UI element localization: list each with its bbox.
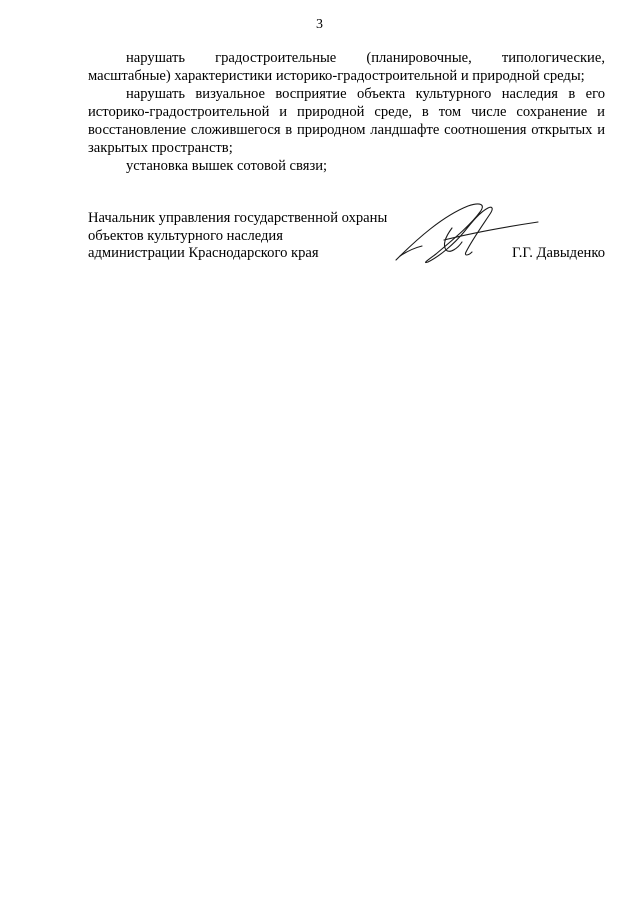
signature-block bbox=[88, 210, 605, 270]
signatory-title-line-1: Начальник управления государственной охраны bbox=[88, 210, 388, 226]
signatory-title-line-3: администрации Краснодарского края bbox=[88, 245, 319, 261]
signatory-title-line-2: объектов культурного наследия bbox=[88, 227, 283, 244]
document-body bbox=[88, 49, 605, 175]
paragraph-2: нарушать визуальное восприятие объекта культурного наследия в его историко-градостроительной и природной среде, в том числе сохранение и восстановление сложившегося в природном ландшафте соотношения открытых и закрытых пространств; bbox=[88, 86, 605, 156]
handwritten-signature bbox=[388, 198, 548, 278]
page-number: 3 bbox=[316, 17, 323, 32]
paragraph-3: установка вышек сотовой связи; bbox=[126, 158, 328, 174]
paragraph-1: нарушать градостроительные (планировочные, типологические, масштабные) характеристики историко-градостроительной и природной среды; bbox=[88, 50, 605, 84]
signatory-title bbox=[88, 210, 408, 263]
signatory-name: Г.Г. Давыденко bbox=[511, 245, 605, 261]
